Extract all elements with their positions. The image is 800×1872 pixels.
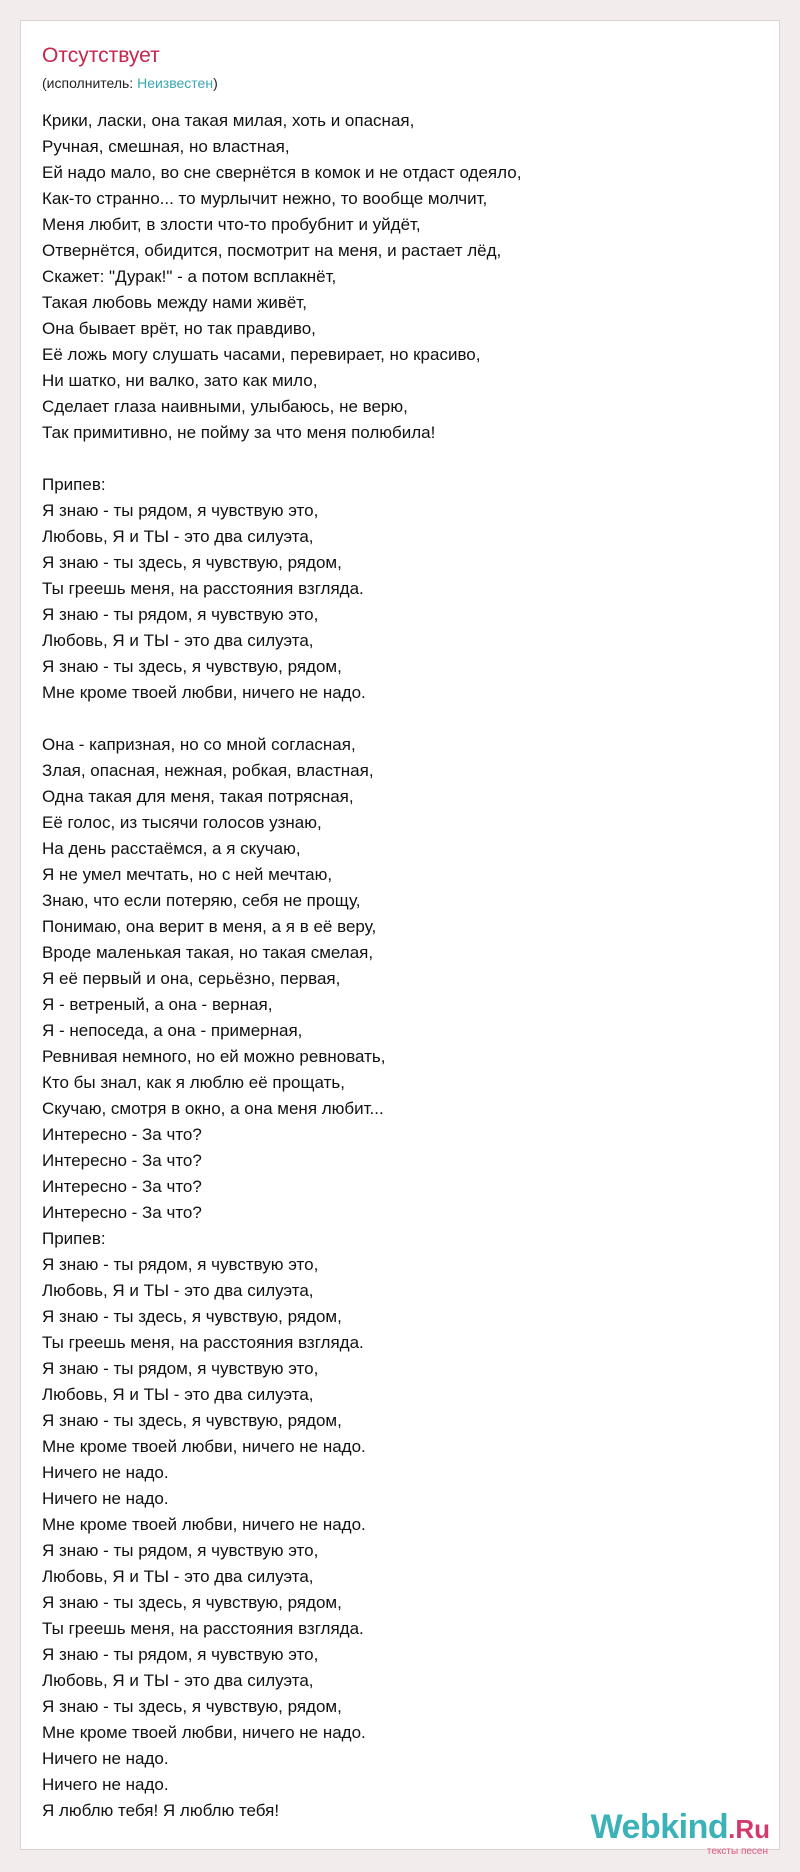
lyrics-line: Знаю, что если потеряю, себя не прощу, bbox=[42, 891, 361, 910]
lyrics-line: Меня любит, в злости что-то пробубнит и уйдёт, bbox=[42, 215, 421, 234]
lyrics-line: Я - ветреный, а она - верная, bbox=[42, 995, 273, 1014]
artist-link[interactable]: Неизвестен bbox=[137, 75, 214, 91]
lyrics-line: Любовь, Я и ТЫ - это два силуэта, bbox=[42, 1671, 314, 1690]
lyrics-line: Интересно - За что? bbox=[42, 1151, 202, 1170]
lyrics-line: Ты греешь меня, на расстояния взгляда. bbox=[42, 1619, 364, 1638]
lyrics-line: Мне кроме твоей любви, ничего не надо. bbox=[42, 683, 366, 702]
lyrics-line: Скучаю, смотря в окно, а она меня любит... bbox=[42, 1099, 384, 1118]
lyrics-line: Ты греешь меня, на расстояния взгляда. bbox=[42, 579, 364, 598]
logo-brand: Webkind bbox=[590, 1808, 729, 1846]
lyrics-line: Мне кроме твоей любви, ничего не надо. bbox=[42, 1515, 366, 1534]
lyrics-line: Любовь, Я и ТЫ - это два силуэта, bbox=[42, 631, 314, 650]
lyrics-line: Ничего не надо. bbox=[42, 1749, 169, 1768]
lyrics-line: Я знаю - ты здесь, я чувствую, рядом, bbox=[42, 1411, 342, 1430]
artist-prefix: (исполнитель: bbox=[42, 75, 138, 91]
lyrics-line: Сделает глаза наивными, улыбаюсь, не верю, bbox=[42, 397, 408, 416]
lyrics-line: Вроде маленькая такая, но такая смелая, bbox=[42, 943, 374, 962]
logo-tld: .Ru bbox=[728, 1814, 770, 1844]
lyrics-line: Любовь, Я и ТЫ - это два силуэта, bbox=[42, 527, 314, 546]
lyrics-line: Ничего не надо. bbox=[42, 1775, 169, 1794]
lyrics-line: Я знаю - ты рядом, я чувствую это, bbox=[42, 1541, 319, 1560]
lyrics-line: Её ложь могу слушать часами, перевирает, но красиво, bbox=[42, 345, 481, 364]
lyrics-line: Ничего не надо. bbox=[42, 1489, 169, 1508]
lyrics-line: Я знаю - ты здесь, я чувствую, рядом, bbox=[42, 553, 342, 572]
lyrics-line: Я знаю - ты рядом, я чувствую это, bbox=[42, 1645, 319, 1664]
lyrics-line: Я знаю - ты рядом, я чувствую это, bbox=[42, 605, 319, 624]
lyrics-line: Я люблю тебя! Я люблю тебя! bbox=[42, 1801, 280, 1820]
lyrics-line: Её голос, из тысячи голосов узнаю, bbox=[42, 813, 322, 832]
lyrics-line: Крики, ласки, она такая милая, хоть и опасная, bbox=[42, 111, 415, 130]
lyrics-line: Так примитивно, не пойму за что меня полюбила! bbox=[42, 423, 436, 442]
lyrics-line: Интересно - За что? bbox=[42, 1203, 202, 1222]
lyrics-text bbox=[42, 108, 521, 1824]
lyrics-line: Интересно - За что? bbox=[42, 1125, 202, 1144]
lyrics-line: Я - непоседа, а она - примерная, bbox=[42, 1021, 303, 1040]
lyrics-line: Понимаю, она верит в меня, а я в её веру, bbox=[42, 917, 377, 936]
lyrics-line: Такая любовь между нами живёт, bbox=[42, 293, 307, 312]
lyrics-line: Любовь, Я и ТЫ - это два силуэта, bbox=[42, 1567, 314, 1586]
site-logo[interactable] bbox=[590, 1808, 770, 1857]
lyrics-line: Я знаю - ты здесь, я чувствую, рядом, bbox=[42, 1697, 342, 1716]
lyrics-line: Как-то странно... то мурлычит нежно, то вообще молчит, bbox=[42, 189, 488, 208]
lyrics-line: Ей надо мало, во сне свернётся в комок и не отдаст одеяло, bbox=[42, 163, 522, 182]
lyrics-line: Ни шатко, ни валко, зато как мило, bbox=[42, 371, 318, 390]
lyrics-line: Отвернётся, обидится, посмотрит на меня, и растает лёд, bbox=[42, 241, 502, 260]
lyrics-line: Ревнивая немного, но ей можно ревновать, bbox=[42, 1047, 386, 1066]
lyrics-blank-line bbox=[42, 446, 521, 472]
lyrics-line: Ручная, смешная, но властная, bbox=[42, 137, 290, 156]
lyrics-line: На день расстаёмся, а я скучаю, bbox=[42, 839, 301, 858]
lyrics-line: Я знаю - ты здесь, я чувствую, рядом, bbox=[42, 1307, 342, 1326]
lyrics-line: Скажет: "Дурак!" - а потом всплакнёт, bbox=[42, 267, 337, 286]
lyrics-line: Я знаю - ты рядом, я чувствую это, bbox=[42, 1359, 319, 1378]
lyrics-line: Мне кроме твоей любви, ничего не надо. bbox=[42, 1723, 366, 1742]
lyrics-line: Одна такая для меня, такая потрясная, bbox=[42, 787, 354, 806]
lyrics-line: Злая, опасная, нежная, робкая, властная, bbox=[42, 761, 374, 780]
lyrics-line: Припев: bbox=[42, 1229, 106, 1248]
artist-suffix: ) bbox=[213, 75, 218, 91]
lyrics-line: Она бывает врёт, но так правдиво, bbox=[42, 319, 316, 338]
lyrics-line: Любовь, Я и ТЫ - это два силуэта, bbox=[42, 1281, 314, 1300]
song-title: Отсутствует bbox=[42, 44, 160, 67]
lyrics-line: Интересно - За что? bbox=[42, 1177, 202, 1196]
lyrics-blank-line bbox=[42, 706, 521, 732]
artist-line bbox=[42, 75, 218, 91]
lyrics-line: Я её первый и она, серьёзно, первая, bbox=[42, 969, 341, 988]
lyrics-line: Мне кроме твоей любви, ничего не надо. bbox=[42, 1437, 366, 1456]
lyrics-line: Я знаю - ты здесь, я чувствую, рядом, bbox=[42, 657, 342, 676]
lyrics-line: Я не умел мечтать, но с ней мечтаю, bbox=[42, 865, 333, 884]
logo-tagline: тексты песен bbox=[706, 1846, 768, 1857]
lyrics-line: Любовь, Я и ТЫ - это два силуэта, bbox=[42, 1385, 314, 1404]
lyrics-line: Я знаю - ты рядом, я чувствую это, bbox=[42, 501, 319, 520]
lyrics-line: Я знаю - ты здесь, я чувствую, рядом, bbox=[42, 1593, 342, 1612]
lyrics-line: Припев: bbox=[42, 475, 106, 494]
lyrics-line: Ничего не надо. bbox=[42, 1463, 169, 1482]
lyrics-line: Ты греешь меня, на расстояния взгляда. bbox=[42, 1333, 364, 1352]
lyrics-line: Она - капризная, но со мной согласная, bbox=[42, 735, 356, 754]
lyrics-line: Я знаю - ты рядом, я чувствую это, bbox=[42, 1255, 319, 1274]
lyrics-line: Кто бы знал, как я люблю её прощать, bbox=[42, 1073, 345, 1092]
